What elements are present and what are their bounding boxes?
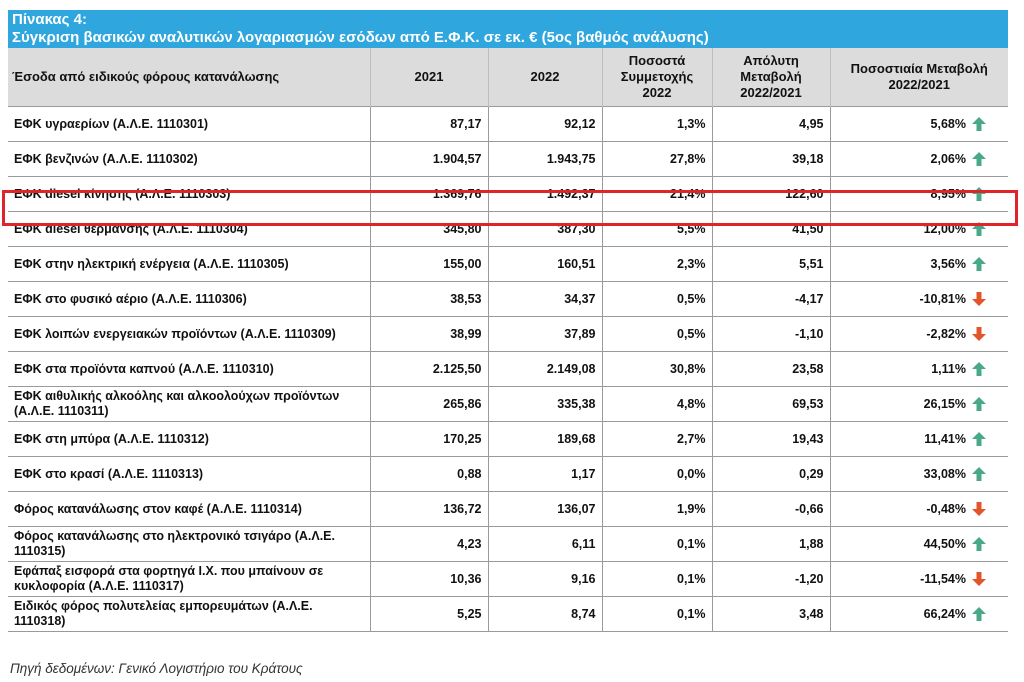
- absolute-change: 23,58: [712, 352, 830, 387]
- value-2021: 155,00: [370, 247, 488, 282]
- value-2022: 160,51: [488, 247, 602, 282]
- header-share: Ποσοστά Συμμετοχής 2022: [602, 48, 712, 107]
- value-2021: 1.369,76: [370, 177, 488, 212]
- value-2022: 387,30: [488, 212, 602, 247]
- arrow-up-icon: [972, 117, 986, 131]
- arrow-up-icon: [972, 432, 986, 446]
- absolute-change: -1,20: [712, 562, 830, 597]
- value-2021: 265,86: [370, 387, 488, 422]
- absolute-change: -0,66: [712, 492, 830, 527]
- header-percent-change: Ποσοστιαία Μεταβολή 2022/2021: [830, 48, 1008, 107]
- row-label: ΕΦΚ βενζινών (Α.Λ.Ε. 1110302): [8, 142, 370, 177]
- value-2021: 0,88: [370, 457, 488, 492]
- value-2021: 2.125,50: [370, 352, 488, 387]
- percent-change: 1,11%: [830, 352, 1008, 387]
- percent-change: 11,41%: [830, 422, 1008, 457]
- row-label: Φόρος κατανάλωσης στον καφέ (Α.Λ.Ε. 1110314): [8, 492, 370, 527]
- arrow-down-icon: [972, 327, 986, 341]
- row-label: Φόρος κατανάλωσης στο ηλεκτρονικό τσιγάρο (Α.Λ.Ε. 1110315): [8, 527, 370, 562]
- absolute-change: 122,60: [712, 177, 830, 212]
- value-2022: 37,89: [488, 317, 602, 352]
- absolute-change: 0,29: [712, 457, 830, 492]
- absolute-change: 1,88: [712, 527, 830, 562]
- share-2022: 5,5%: [602, 212, 712, 247]
- table-row: [8, 352, 1008, 387]
- value-2022: 1.943,75: [488, 142, 602, 177]
- value-2022: 136,07: [488, 492, 602, 527]
- value-2022: 1,17: [488, 457, 602, 492]
- percent-change: 8,95%: [830, 177, 1008, 212]
- share-2022: 27,8%: [602, 142, 712, 177]
- table-header-row: [8, 48, 1008, 107]
- arrow-up-icon: [972, 607, 986, 621]
- value-2021: 4,23: [370, 527, 488, 562]
- value-2022: 9,16: [488, 562, 602, 597]
- arrow-up-icon: [972, 397, 986, 411]
- header-2021: 2021: [370, 48, 488, 107]
- absolute-change: 39,18: [712, 142, 830, 177]
- table-row: [8, 247, 1008, 282]
- row-label: ΕΦΚ diesel θέρμανσης (Α.Λ.Ε. 1110304): [8, 212, 370, 247]
- table-row: [8, 422, 1008, 457]
- table-row: [8, 597, 1008, 632]
- header-2022: 2022: [488, 48, 602, 107]
- table-row: [8, 387, 1008, 422]
- row-label: ΕΦΚ αιθυλικής αλκοόλης και αλκοολούχων προϊόντων (Α.Λ.Ε. 1110311): [8, 387, 370, 422]
- share-2022: 0,1%: [602, 562, 712, 597]
- value-2021: 170,25: [370, 422, 488, 457]
- table-row: [8, 527, 1008, 562]
- row-label: ΕΦΚ στην ηλεκτρική ενέργεια (Α.Λ.Ε. 1110305): [8, 247, 370, 282]
- row-label: ΕΦΚ στα προϊόντα καπνού (Α.Λ.Ε. 1110310): [8, 352, 370, 387]
- percent-change: 5,68%: [830, 107, 1008, 142]
- absolute-change: 19,43: [712, 422, 830, 457]
- share-2022: 0,0%: [602, 457, 712, 492]
- absolute-change: -1,10: [712, 317, 830, 352]
- arrow-down-icon: [972, 572, 986, 586]
- percent-change: 66,24%: [830, 597, 1008, 632]
- percent-change: 3,56%: [830, 247, 1008, 282]
- share-2022: 2,3%: [602, 247, 712, 282]
- arrow-up-icon: [972, 257, 986, 271]
- percent-change: 12,00%: [830, 212, 1008, 247]
- share-2022: 0,1%: [602, 597, 712, 632]
- row-label: ΕΦΚ λοιπών ενεργειακών προϊόντων (Α.Λ.Ε. 1110309): [8, 317, 370, 352]
- absolute-change: 69,53: [712, 387, 830, 422]
- value-2021: 136,72: [370, 492, 488, 527]
- share-2022: 21,4%: [602, 177, 712, 212]
- value-2021: 10,36: [370, 562, 488, 597]
- absolute-change: 4,95: [712, 107, 830, 142]
- percent-change: 44,50%: [830, 527, 1008, 562]
- value-2021: 345,80: [370, 212, 488, 247]
- arrow-up-icon: [972, 152, 986, 166]
- table-row: [8, 317, 1008, 352]
- value-2022: 189,68: [488, 422, 602, 457]
- table-container: [8, 10, 1008, 632]
- table-number: Πίνακας 4:: [12, 11, 87, 28]
- value-2022: 92,12: [488, 107, 602, 142]
- revenue-table: [8, 48, 1008, 632]
- percent-change: -0,48%: [830, 492, 1008, 527]
- row-label: Εφάπαξ εισφορά στα φορτηγά Ι.Χ. που μπαίνουν σε κυκλοφορία (Α.Λ.Ε. 1110317): [8, 562, 370, 597]
- table-row: [8, 562, 1008, 597]
- row-label: ΕΦΚ στο κρασί (Α.Λ.Ε. 1110313): [8, 457, 370, 492]
- absolute-change: 3,48: [712, 597, 830, 632]
- absolute-change: -4,17: [712, 282, 830, 317]
- percent-change: 2,06%: [830, 142, 1008, 177]
- arrow-up-icon: [972, 187, 986, 201]
- arrow-up-icon: [972, 537, 986, 551]
- value-2022: 335,38: [488, 387, 602, 422]
- percent-change: -10,81%: [830, 282, 1008, 317]
- percent-change: -2,82%: [830, 317, 1008, 352]
- arrow-up-icon: [972, 362, 986, 376]
- value-2022: 34,37: [488, 282, 602, 317]
- share-2022: 30,8%: [602, 352, 712, 387]
- row-label: Ειδικός φόρος πολυτελείας εμπορευμάτων (Α.Λ.Ε. 1110318): [8, 597, 370, 632]
- arrow-up-icon: [972, 467, 986, 481]
- percent-change: 33,08%: [830, 457, 1008, 492]
- arrow-down-icon: [972, 292, 986, 306]
- row-label: ΕΦΚ στη μπύρα (Α.Λ.Ε. 1110312): [8, 422, 370, 457]
- value-2022: 8,74: [488, 597, 602, 632]
- table-row: [8, 107, 1008, 142]
- header-category: Έσοδα από ειδικούς φόρους κατανάλωσης: [8, 48, 370, 107]
- share-2022: 0,1%: [602, 527, 712, 562]
- value-2021: 87,17: [370, 107, 488, 142]
- header-absolute-change: Απόλυτη Μεταβολή 2022/2021: [712, 48, 830, 107]
- share-2022: 1,3%: [602, 107, 712, 142]
- table-title: [8, 10, 1008, 48]
- table-row: [8, 142, 1008, 177]
- share-2022: 0,5%: [602, 282, 712, 317]
- row-label: ΕΦΚ diesel κίνησης (Α.Λ.Ε. 1110303): [8, 177, 370, 212]
- value-2022: 6,11: [488, 527, 602, 562]
- row-label: ΕΦΚ υγραερίων (Α.Λ.Ε. 1110301): [8, 107, 370, 142]
- arrow-down-icon: [972, 502, 986, 516]
- table-row: [8, 282, 1008, 317]
- value-2022: 2.149,08: [488, 352, 602, 387]
- row-label: ΕΦΚ στο φυσικό αέριο (Α.Λ.Ε. 1110306): [8, 282, 370, 317]
- absolute-change: 5,51: [712, 247, 830, 282]
- table-row: [8, 457, 1008, 492]
- value-2022: 1.492,37: [488, 177, 602, 212]
- value-2021: 5,25: [370, 597, 488, 632]
- share-2022: 4,8%: [602, 387, 712, 422]
- value-2021: 38,99: [370, 317, 488, 352]
- table-row: [8, 212, 1008, 247]
- share-2022: 2,7%: [602, 422, 712, 457]
- value-2021: 1.904,57: [370, 142, 488, 177]
- table-row: [8, 177, 1008, 212]
- table-body: [8, 107, 1008, 632]
- percent-change: -11,54%: [830, 562, 1008, 597]
- absolute-change: 41,50: [712, 212, 830, 247]
- share-2022: 1,9%: [602, 492, 712, 527]
- table-row: [8, 492, 1008, 527]
- share-2022: 0,5%: [602, 317, 712, 352]
- arrow-up-icon: [972, 222, 986, 236]
- percent-change: 26,15%: [830, 387, 1008, 422]
- table-caption: Σύγκριση βασικών αναλυτικών λογαριασμών εσόδων από Ε.Φ.Κ. σε εκ. € (5ος βαθμός ανάλυσης): [12, 29, 709, 46]
- value-2021: 38,53: [370, 282, 488, 317]
- source-note: Πηγή δεδομένων: Γενικό Λογιστήριο του Κράτους: [10, 661, 303, 676]
